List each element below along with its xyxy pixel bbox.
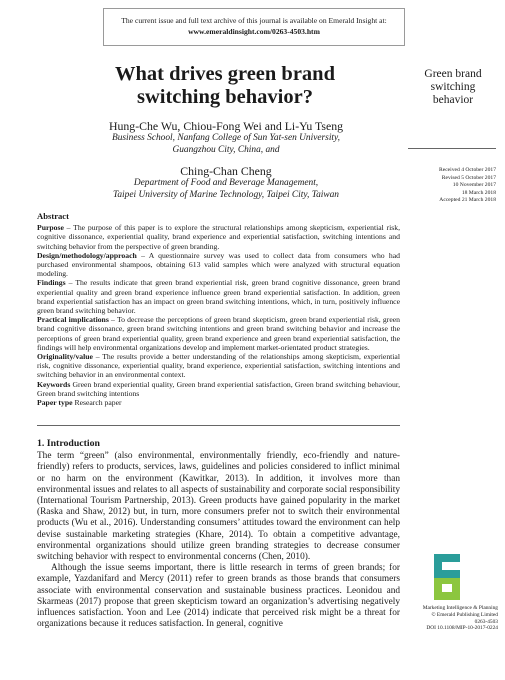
affiliation-2-line-1: Department of Food and Beverage Management, <box>133 178 319 188</box>
abstract-purpose <box>37 223 400 251</box>
affiliation-1-line-2: Guangzhou City, China, and <box>172 144 280 155</box>
logo-cutout <box>442 562 460 570</box>
journal-doi: DOI 10.1108/MIP-10-2017-0224 <box>426 625 498 632</box>
practical-text: – To decrease the perceptions of green brand skepticism, green brand experiential risk, green brand cognitive dissonance, green brand switching intentions and green brand switching behavior and increase the perceptions of green brand experiential quality, green brand experience and green brand experiential satisfaction, the findings will help environmental organizations develop and implement market-orientated product strategies. <box>37 315 401 352</box>
abstract-keywords <box>37 380 400 398</box>
originality-text: – The results provide a better understanding of the relationships among skepticism, experiential risk, cognitive dissonance, experiential quality, brand experience, experiential satisfaction, switching intentions and switching behavior in an environmental context. <box>37 352 400 380</box>
abstract-practical <box>37 315 400 352</box>
abstract-findings <box>37 278 400 315</box>
margin-divider <box>408 148 496 149</box>
abstract-divider <box>37 425 400 426</box>
purpose-text: – The purpose of this paper is to explore the structural relationships among skepticism, experiential risk, cognitive dissonance, experiential quality, brand experience and experiential satisfaction, switching intentions and switching behavior from the perspective of green branding. <box>37 223 400 251</box>
affiliation-1-line-1: Business School, Nanfang College of Sun Yat-sen University, <box>111 133 341 143</box>
title-line-1: What drives green brand <box>114 63 335 85</box>
margin-title-line-2: switching <box>430 81 476 93</box>
affiliation-2 <box>66 178 386 201</box>
keywords-text: Green brand experiential quality, Green brand experiential satisfaction, Green brand switching behaviour, Green brand switching intentions <box>37 379 400 398</box>
date-revised-3: 18 March 2018 <box>461 189 496 196</box>
title-line-2: switching behavior? <box>137 86 313 108</box>
purpose-label: Purpose <box>37 223 64 233</box>
margin-title-line-3: behavior <box>432 94 474 106</box>
emerald-publisher-logo <box>412 548 482 604</box>
practical-label: Practical implications <box>37 315 109 325</box>
journal-issn: 0263-4503 <box>474 618 498 625</box>
abstract-heading: Abstract <box>37 211 69 221</box>
date-accepted: Accepted 21 March 2018 <box>439 197 496 204</box>
date-revised-1: Revised 5 October 2017 <box>441 174 496 181</box>
abstract-paper-type <box>37 398 400 407</box>
body-paragraph-1: The term “green” (also environmental, environmentally friendly, eco-friendly and nature-friendly) refers to products, services, laws, guidelines and policies considered to inflict minimal or no harm on the environment (Kawitkar, 2013). In addition, it involves more than environmental issues and relates to all aspects of sustainability and corporate social responsibility (International Tourism Partnership, 2013). Green products have gained popularity in the market (Raska and Shaw, 2012) but, in turn, more consumers prefer not to switch their environmental products (Wu et al., 2016). Understanding consumers’ attitudes toward the environment can help devise sustainable marketing strategies (Khare, 2014). To obtain a competitive advantage, environmental organizations should utilize green branding strategies to decrease consumer switching behavior with respect to environmental concerns (Chen, 2010). <box>37 451 401 563</box>
logo-cutout-lower <box>442 584 452 592</box>
abstract-section <box>37 212 400 407</box>
section-heading-introduction: 1. Introduction <box>37 438 100 449</box>
article-history-dates <box>408 167 496 205</box>
journal-copyright: © Emerald Publishing Limited <box>431 611 498 618</box>
keywords-label: Keywords <box>37 379 71 389</box>
date-received: Received 4 October 2017 <box>438 167 496 173</box>
abstract-design <box>37 251 400 279</box>
design-text: – A questionnaire survey was used to collect data from consumers who had purchased environmental shampoos, obtaining 613 valid samples which were analyzed with structural equation modeling. <box>37 250 400 279</box>
journal-access-banner <box>103 8 405 46</box>
paper-type-text: Research paper <box>72 398 122 408</box>
affiliation-2-line-2: Taipei University of Marine Technology, Taipei City, Taiwan <box>113 189 339 200</box>
paper-type-label: Paper type <box>37 398 73 408</box>
body-paragraph-2: Although the issue seems important, there is little research in terms of green brands; for example, Yazdanifard and Mercy (2011) refer to green brands as those brands that consumers associate with environmental conservation and sustainable business practices. Leonidou and Skarmeas (2017) propose that green skepticism toward an organization’s advertising negatively influences satisfaction. Yoon and Lee (2014) indicate that perceived risk might be a threat for organizations because it reduces satisfaction. In general, cognitive <box>37 563 400 630</box>
article-body <box>37 438 400 630</box>
date-revised-2: 10 November 2017 <box>452 182 496 189</box>
abstract-originality <box>37 352 400 380</box>
banner-url-link[interactable]: www.emeraldinsight.com/0263-4503.htm <box>188 27 320 36</box>
margin-running-title <box>410 68 496 107</box>
article-title <box>80 63 370 109</box>
journal-name: Marketing Intelligence & Planning <box>422 605 498 611</box>
margin-title-line-1: Green brand <box>424 68 482 80</box>
author-names-group-2: Ching-Chan Cheng <box>180 164 272 178</box>
originality-label: Originality/value <box>37 352 93 362</box>
banner-text: The current issue and full text archive of this journal is available on Emerald Insight at: <box>121 16 387 25</box>
findings-text: – The results indicate that green brand experiential risk, green brand cognitive dissonance, green brand experiential quality and green brand experience influence green brand experiential satisfaction. In addition, green brand experiential satisfaction has an impact on green brand switching intentions, which, in turn, positively influence green brand switching behavior. <box>37 278 400 316</box>
design-label: Design/methodology/approach <box>37 250 137 260</box>
findings-label: Findings <box>37 278 66 288</box>
journal-citation-info <box>408 605 498 632</box>
author-names-group-1: Hung-Che Wu, Chiou-Fong Wei and Li-Yu Tseng <box>108 119 343 133</box>
affiliation-1 <box>66 133 386 156</box>
